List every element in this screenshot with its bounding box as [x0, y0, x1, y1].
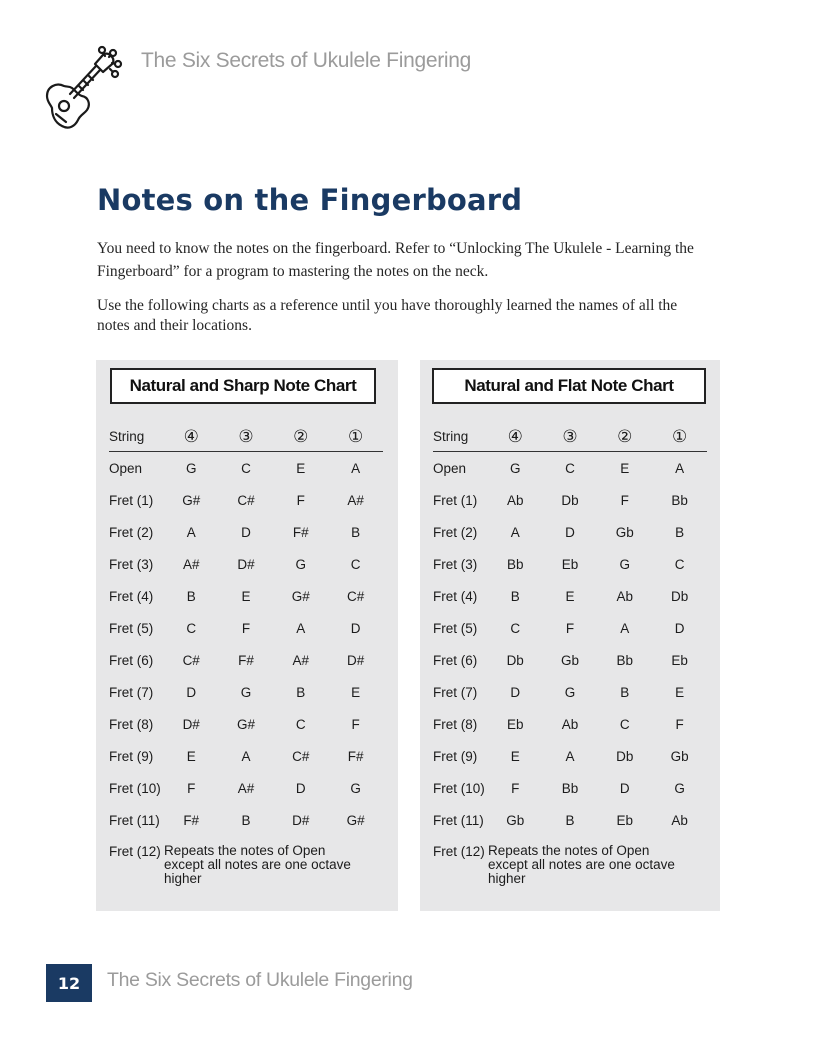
- note-cell: E: [186, 748, 196, 764]
- string-2-header: ②: [293, 427, 309, 447]
- note-cell: G: [619, 556, 631, 572]
- note-cell: F: [241, 620, 251, 636]
- intro-paragraph: You need to know the notes on the fingerboard. Refer to “Unlocking The Ukulele - Learning the Fingerboard” for a program to mastering the notes on the neck.: [97, 240, 694, 280]
- table-row: [433, 484, 707, 516]
- running-footer: The Six Secrets of Ukulele Fingering: [107, 969, 413, 991]
- note-cell: Eb: [506, 716, 524, 732]
- flat-note-chart: [420, 360, 720, 911]
- note-cell: G: [509, 460, 521, 476]
- note-cell: B: [565, 812, 575, 828]
- table-row: [433, 676, 707, 708]
- row-label: Fret (4): [109, 588, 154, 604]
- string-1-header: ①: [347, 427, 364, 447]
- string-3-header: ③: [562, 427, 578, 447]
- note-cell: B: [675, 524, 685, 540]
- fret-12-row: [433, 836, 707, 886]
- note-cell: C: [565, 460, 575, 476]
- note-cell: Ab: [616, 588, 634, 604]
- table-row: [109, 772, 383, 804]
- note-cell: A: [510, 524, 520, 540]
- note-cell: C: [674, 556, 685, 572]
- table-row: [109, 676, 383, 708]
- table-row: [109, 740, 383, 772]
- note-cell: Ab: [506, 492, 524, 508]
- string-4-header: ④: [507, 427, 523, 447]
- fret-12-note: Repeats the notes of Open except all notes are one octave higher: [164, 843, 351, 886]
- note-cell: Eb: [561, 556, 579, 572]
- page-title: Notes on the Fingerboard: [97, 183, 523, 217]
- note-cell: Bb: [616, 652, 634, 668]
- running-header: The Six Secrets of Ukulele Fingering: [141, 49, 472, 72]
- note-cell: F: [511, 780, 520, 796]
- note-cell: A: [241, 748, 251, 764]
- note-cell: G: [185, 460, 197, 476]
- fret-12-row: [109, 836, 383, 886]
- note-table: [433, 426, 707, 886]
- row-label: Fret (9): [433, 748, 478, 764]
- note-cell: A#: [182, 556, 200, 572]
- note-cell: Db: [561, 492, 579, 508]
- table-row: [109, 548, 383, 580]
- row-label: Fret (10): [433, 780, 485, 796]
- sharp-note-chart: [96, 360, 398, 911]
- row-label: Fret (11): [433, 812, 484, 828]
- note-cell: Gb: [670, 748, 689, 764]
- page-number: 12: [46, 964, 92, 1002]
- note-cell: G: [674, 780, 685, 796]
- note-cell: F#: [183, 812, 200, 828]
- note-cell: A: [620, 620, 630, 636]
- note-cell: F: [351, 716, 360, 732]
- note-cell: Gb: [560, 652, 579, 668]
- note-cell: B: [296, 684, 306, 700]
- note-cell: Bb: [561, 780, 579, 796]
- note-cell: D: [350, 620, 361, 636]
- note-cell: G#: [236, 716, 255, 732]
- row-label: Fret (8): [433, 716, 478, 732]
- table-row: [433, 708, 707, 740]
- note-cell: D#: [292, 812, 310, 828]
- note-cell: A: [296, 620, 306, 636]
- table-row: [433, 804, 707, 836]
- note-cell: G: [240, 684, 252, 700]
- note-cell: Db: [506, 652, 524, 668]
- note-cell: D#: [182, 716, 200, 732]
- note-cell: C#: [182, 652, 200, 668]
- table-row: [109, 452, 383, 484]
- note-cell: G: [295, 556, 307, 572]
- note-cell: B: [241, 812, 251, 828]
- note-cell: G#: [346, 812, 365, 828]
- table-row: [109, 516, 383, 548]
- note-cell: Db: [616, 748, 634, 764]
- row-label: Fret (7): [433, 684, 478, 700]
- note-cell: D: [619, 780, 630, 796]
- note-cell: B: [510, 588, 520, 604]
- note-cell: C: [350, 556, 361, 572]
- note-cell: G: [350, 780, 361, 796]
- note-cell: C: [619, 716, 630, 732]
- table-header-row: [433, 426, 707, 452]
- note-cell: C: [241, 460, 251, 476]
- row-label: Fret (4): [433, 588, 478, 604]
- note-cell: B: [620, 684, 630, 700]
- note-cell: A: [351, 460, 361, 476]
- fret-12-note: Repeats the notes of Open except all notes are one octave higher: [488, 843, 675, 886]
- note-cell: G#: [291, 588, 310, 604]
- note-cell: A: [675, 460, 685, 476]
- note-cell: C: [186, 620, 197, 636]
- row-label: Fret (11): [109, 812, 160, 828]
- table-row: [433, 580, 707, 612]
- string-4-header: ④: [183, 427, 199, 447]
- note-cell: D#: [237, 556, 255, 572]
- table-row: [433, 740, 707, 772]
- note-cell: Db: [670, 588, 689, 604]
- note-cell: D: [295, 780, 306, 796]
- row-label: Fret (5): [109, 620, 154, 636]
- row-label: Open: [109, 460, 143, 476]
- note-cell: E: [675, 684, 685, 700]
- row-label: Fret (3): [109, 556, 154, 572]
- table-header-row: [109, 426, 383, 452]
- note-cell: A#: [237, 780, 255, 796]
- row-label: Fret (1): [109, 492, 154, 508]
- note-cell: D: [565, 524, 575, 540]
- row-label: Fret (6): [433, 652, 478, 668]
- row-label: Fret (6): [109, 652, 154, 668]
- note-cell: A#: [292, 652, 310, 668]
- row-label: Fret (5): [433, 620, 478, 636]
- note-cell: F: [620, 492, 629, 508]
- note-cell: Eb: [616, 812, 634, 828]
- note-cell: Gb: [615, 524, 634, 540]
- note-cell: C#: [237, 492, 255, 508]
- row-label: Fret (10): [109, 780, 161, 796]
- table-row: [109, 580, 383, 612]
- note-cell: Eb: [671, 652, 688, 668]
- note-cell: F: [296, 492, 305, 508]
- note-cell: E: [565, 588, 575, 604]
- note-cell: E: [620, 460, 630, 476]
- string-3-header: ③: [238, 427, 254, 447]
- table-row: [109, 612, 383, 644]
- note-cell: D: [510, 684, 521, 700]
- row-label: Fret (7): [109, 684, 154, 700]
- note-cell: B: [351, 524, 361, 540]
- row-label: Fret (1): [433, 492, 478, 508]
- table-row: [433, 612, 707, 644]
- note-cell: C: [295, 716, 306, 732]
- table-row: [109, 484, 383, 516]
- row-label: Fret (8): [109, 716, 154, 732]
- table-row: [109, 804, 383, 836]
- note-cell: E: [351, 684, 361, 700]
- table-row: [433, 548, 707, 580]
- row-label: Fret (9): [109, 748, 154, 764]
- row-label: Open: [433, 460, 467, 476]
- row-label: Fret (2): [109, 524, 154, 540]
- row-label: Fret (2): [433, 524, 478, 540]
- note-cell: E: [296, 460, 306, 476]
- note-cell: Bb: [671, 492, 688, 508]
- note-cell: D#: [346, 652, 365, 668]
- note-cell: C#: [292, 748, 310, 764]
- note-cell: E: [241, 588, 251, 604]
- chart-title: Natural and Sharp Note Chart: [110, 368, 376, 404]
- note-cell: A: [186, 524, 196, 540]
- column-header: String: [109, 429, 145, 444]
- note-cell: Ab: [671, 812, 688, 828]
- note-cell: F#: [292, 524, 309, 540]
- reference-paragraph: Use the following charts as a reference until you have thoroughly learned the names of all the notes and their locations.: [97, 297, 678, 334]
- note-cell: F: [565, 620, 575, 636]
- row-label: Fret (3): [433, 556, 478, 572]
- row-label: Fret (12): [109, 844, 161, 859]
- note-cell: E: [510, 748, 520, 764]
- note-cell: Gb: [506, 812, 525, 828]
- note-cell: C: [510, 620, 521, 636]
- note-cell: Bb: [506, 556, 524, 572]
- table-row: [433, 644, 707, 676]
- table-row: [433, 452, 707, 484]
- note-table: [109, 426, 383, 886]
- note-cell: A#: [347, 492, 364, 508]
- note-cell: G#: [182, 492, 201, 508]
- table-row: [433, 772, 707, 804]
- note-cell: D: [674, 620, 685, 636]
- note-cell: G: [564, 684, 576, 700]
- note-cell: C#: [346, 588, 365, 604]
- ukulele-icon: [42, 44, 124, 130]
- chart-title: Natural and Flat Note Chart: [432, 368, 706, 404]
- note-cell: A: [565, 748, 575, 764]
- note-cell: F: [675, 716, 684, 732]
- table-row: [109, 644, 383, 676]
- note-cell: D: [186, 684, 197, 700]
- note-cell: B: [186, 588, 196, 604]
- table-row: [109, 708, 383, 740]
- note-cell: F: [187, 780, 196, 796]
- note-cell: D: [241, 524, 251, 540]
- column-header: String: [433, 429, 469, 444]
- note-cell: F#: [347, 748, 364, 764]
- string-2-header: ②: [617, 427, 633, 447]
- string-1-header: ①: [671, 427, 688, 447]
- note-cell: Ab: [561, 716, 579, 732]
- note-cell: F#: [238, 652, 254, 668]
- row-label: Fret (12): [433, 844, 485, 859]
- table-row: [433, 516, 707, 548]
